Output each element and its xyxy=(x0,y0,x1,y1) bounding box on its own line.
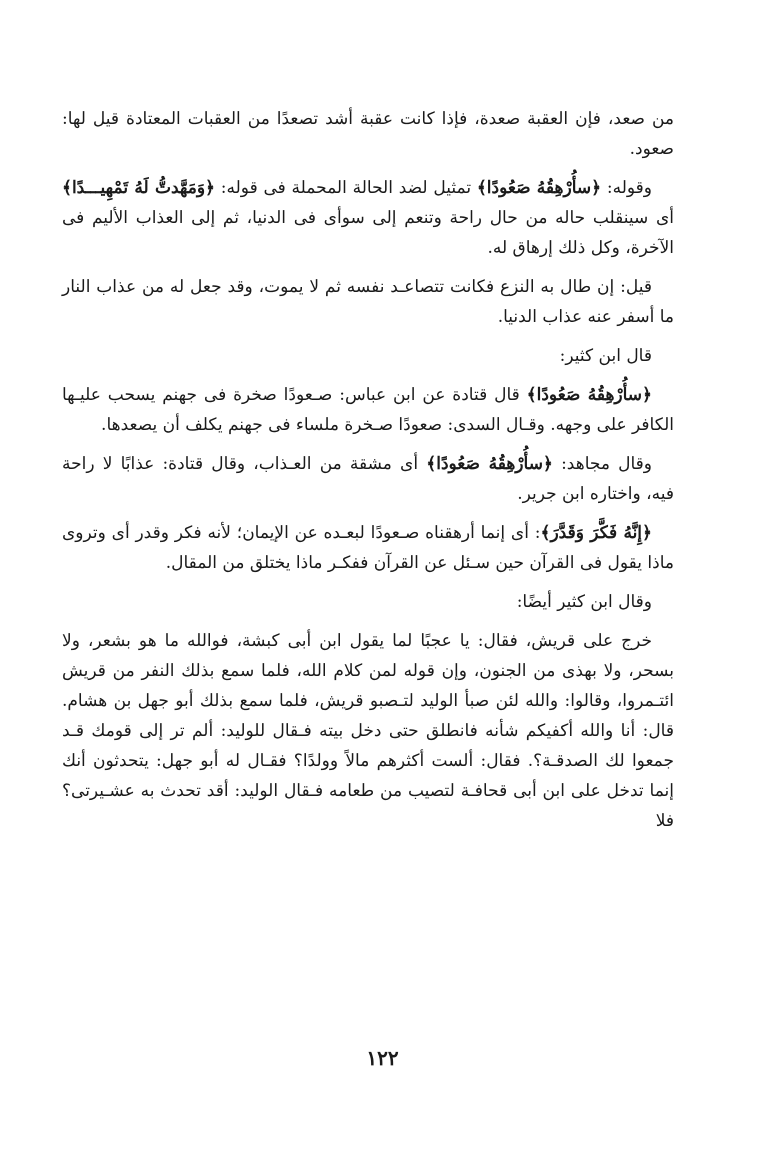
text-run: خرج على قريش، فقال: يا عجبًا لما يقول ابن أبى كبشة، فوالله ما هو بشعر، ولا بسحر، ولا بهذى من الجنون، وإن قوله لمن كلام الله، فلما سمع بذلك النفر من قريش ائتـمروا، وقالوا: والله لئن صبأ الوليد لتـصبو قريش، فلما سمع بذلك أبو جهل بن هشام. قال: أنا والله أكفيكم شأنه فانطلق حتى دخل بيته فـقال للوليد: ألم تر إلى قومك قـد جمعوا لك الصدقـة؟. فقال: ألست أكثرهم مالاً وولدًا؟ فقـال له أبو جهل: يتحدثون أنك إنما تدخل على ابن أبى قحافـة لتصيب من طعامه فـقال الوليد: أقد تحدث به عشـيرتى؟ فلا xyxy=(62,631,674,831)
paragraph xyxy=(62,587,674,617)
paragraph xyxy=(62,380,674,440)
text-run: أى سينقلب حاله من حال راحة وتنعم إلى سوأى فى الدنيا، ثم إلى العذاب الأليم فى الآخرة، وكل ذلك إرهاق له. xyxy=(62,208,674,258)
paragraph xyxy=(62,449,674,509)
paragraph xyxy=(62,173,674,263)
text-run: وقال ابن كثير أيضًا: xyxy=(516,592,652,612)
quran-quote: ﴿سأُرْهِقُهُ صَعُودًا﴾ xyxy=(526,385,653,405)
quran-quote: ﴿سأُرْهِقُهُ صَعُودًا﴾ xyxy=(476,178,602,198)
quran-quote: ﴿إِنَّهُ فَكَّرَ وَقَدَّرَ﴾ xyxy=(540,523,652,543)
text-run: تمثيل لضد الحالة المحملة فى قوله: xyxy=(215,178,477,198)
quran-quote: ﴿وَمَهَّدتُّ لَهُ تَمْهِيـــدًا﴾ xyxy=(62,178,215,198)
text-run: قيل: إن طال به النزع فكانت تتصاعـد نفسه ثم لا يموت، وقد جعل له من عذاب النار ما أسفر عنه عذاب الدنيا. xyxy=(62,277,674,327)
text-run: وقال مجاهد: xyxy=(552,454,652,474)
text-run: وقوله: xyxy=(601,178,653,198)
quran-quote: ﴿سأُرْهِقُهُ صَعُودًا﴾ xyxy=(426,454,553,474)
text-run: قال ابن كثير: xyxy=(559,346,652,366)
page-body xyxy=(62,104,674,845)
text-run: أى مشقة من العـذاب، وقال قتادة: عذابًا لا راحة فيه، واختاره ابن جرير. xyxy=(62,454,674,504)
text-run: من صعد، فإن العقبة صعدة، فإذا كانت عقبة أشد تصعدًا من العقبات المعتادة قيل لها: صعود. xyxy=(62,109,674,159)
paragraph xyxy=(62,272,674,332)
text-run: : أى إنما أرهقناه صـعودًا لبعـده عن الإيمان؛ لأنه فكر وقدر أى وتروى ماذا يقول فى القرآن حين سـئل عن القرآن ففكـر ماذا يختلق من المقال. xyxy=(62,523,674,573)
paragraph xyxy=(62,104,674,164)
paragraph xyxy=(62,341,674,371)
paragraph xyxy=(62,626,674,836)
text-run: قال قتادة عن ابن عباس: صـعودًا صخرة فى جهنم يسحب عليـها الكافر على وجهه. وقـال السدى: صعودًا صـخرة ملساء فى جهنم يكلف أن يصعدها. xyxy=(62,385,674,435)
paragraph xyxy=(62,518,674,578)
page-number: ١٢٢ xyxy=(366,1046,399,1070)
